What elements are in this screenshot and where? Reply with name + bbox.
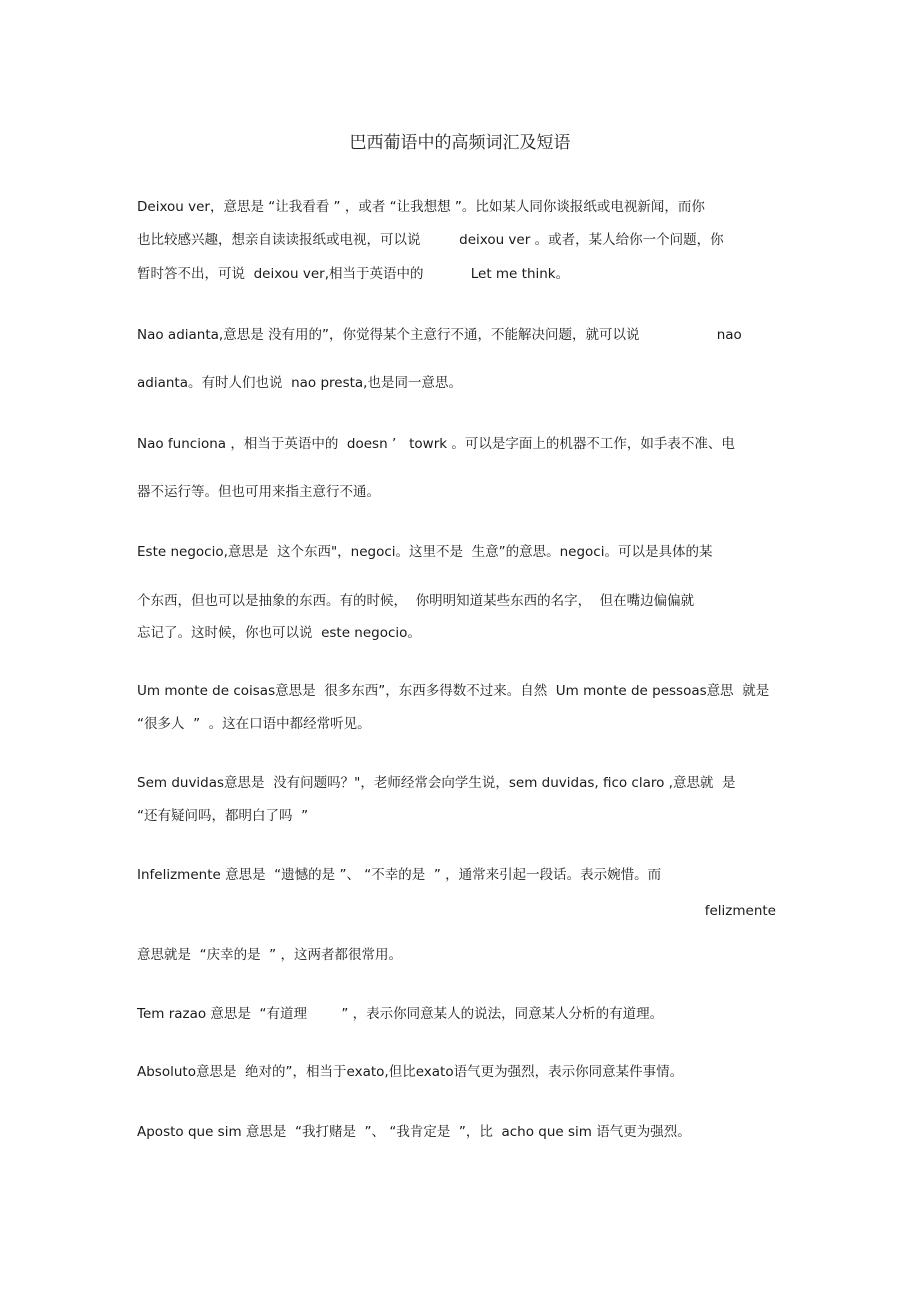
text-line: 忘记了。这时候，你也可以说 este negocio。 [137,625,421,641]
text-line: 暂时答不出，可说 deixou ver,相当于英语中的 Let me think。 [137,266,570,282]
text-line: Nao funciona ，相当于英语中的 doesn ’ towrk 。可以是字面上的机器不工作，如手表不准、电 [137,436,735,452]
text-line: 也比较感兴趣，想亲自读读报纸或电视，可以说 deixou ver 。或者，某人给你一个问题，你 [137,232,724,248]
text-line: 个东西，但也可以是抽象的东西。有的时候， 你明明知道某些东西的名字， 但在嘴边偏偏就 [137,593,695,609]
text-line: adianta。有时人们也说 nao presta,也是同一意思。 [137,375,462,391]
text-line: Aposto que sim 意思是 “我打赌是 ”、 “我肯定是 ”，比 acho que sim 语气更为强烈。 [137,1124,691,1140]
text-line: Sem duvidas意思是 没有问题吗？"，老师经常会向学生说，sem duvidas, fico claro ,意思就 是 [137,775,736,791]
text-line: 器不运行等。但也可用来指主意行不通。 [137,484,380,500]
text-line: Nao adianta,意思是 没有用的”，你觉得某个主意行不通，不能解决问题，就可以说 nao [137,327,742,343]
text-line: Absoluto意思是 绝对的”，相当于exato,但比exato语气更为强烈，表示你同意某件事情。 [137,1064,684,1080]
text-line: Este negocio,意思是 这个东西"，negoci。这里不是 生意”的意思。negoci。可以是具体的某 [137,544,713,560]
text-line: Deixou ver，意思是 “让我看看 ” ，或者 “让我想想 ”。比如某人同你谈报纸或电视新闻，而你 [137,199,705,215]
text-line: Um monte de coisas意思是 很多东西”，东西多得数不过来。自然 Um monte de pessoas意思 就是 [137,683,770,699]
text-line: Tem razao 意思是 “有道理 ” ，表示你同意某人的说法，同意某人分析的有道理。 [137,1006,664,1022]
text-line-right: felizmente [704,903,776,919]
text-line: 意思就是 “庆幸的是 ” ，这两者都很常用。 [137,947,402,963]
text-line: “还有疑问吗，都明白了吗 ” [137,808,309,824]
text-line: Infelizmente 意思是 “遗憾的是 ”、 “不幸的是 ” ，通常来引起一段话。表示婉惜。而 [137,867,662,883]
text-line: “很多人 ” 。这在口语中都经常听见。 [137,716,371,732]
page-title: 巴西葡语中的高频词汇及短语 [349,133,571,153]
